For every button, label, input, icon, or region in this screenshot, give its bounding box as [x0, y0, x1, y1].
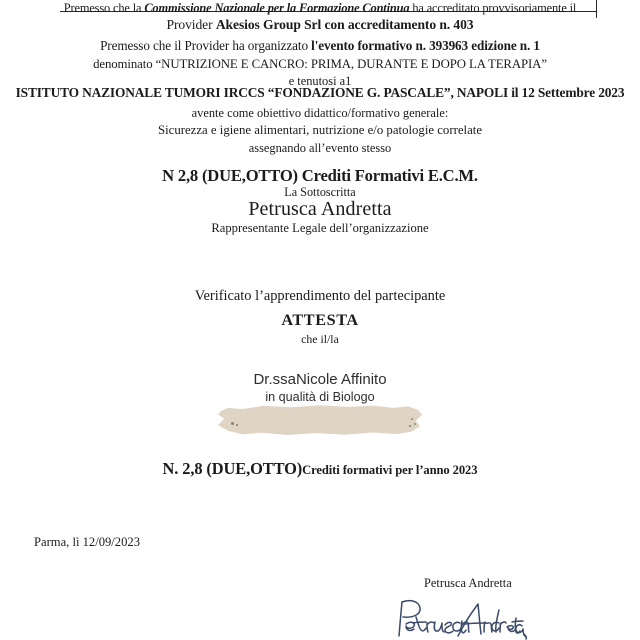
credits-awarded-amount: N. 2,8 (DUE,OTTO) [162, 459, 303, 478]
premise-text-suffix: ha accreditato provvisoriamente il [409, 1, 577, 15]
attestation-keyword: ATTESTA [281, 311, 359, 329]
premise-line-accreditation [0, 2, 640, 15]
event-organized-line [0, 39, 640, 53]
footer-signer-name: Petrusca Andretta [424, 576, 512, 590]
signer-role-prefix: La Sottoscritta [284, 185, 356, 199]
redaction-speck [409, 425, 411, 427]
redaction-speck [414, 423, 416, 425]
provider-line [0, 18, 640, 32]
redaction-brush-stroke [218, 404, 422, 436]
event-title-line: denominato “NUTRIZIONE E CANCRO: PRIMA, DURANTE E DOPO LA TERAPIA” [93, 57, 547, 71]
commissione-nazionale-emphasis: Commissione Nazionale per la Formazione Continua [144, 1, 410, 15]
event-institution-and-date: ISTITUTO NAZIONALE TUMORI IRCCS “FONDAZIONE G. PASCALE”, NAPOLI il 12 Settembre 2023 [15, 85, 625, 100]
event-number-edition: l'evento formativo n. 393963 edizione n. 1 [311, 38, 540, 53]
event-organized-prefix: Premesso che il Provider ha organizzato [100, 38, 312, 53]
credits-awarded-line [0, 460, 640, 477]
redaction-speck [236, 424, 238, 426]
attestation-verified-line: Verificato l’apprendimento del partecipante [194, 288, 446, 304]
provider-name-accreditation: Akesios Group Srl con accreditamento n. 403 [215, 17, 474, 32]
event-held-at-label: e tenutosi a1 [288, 74, 352, 88]
attestation-che-il-la: che il/la [301, 332, 339, 346]
handwritten-signature [396, 596, 528, 640]
premise-text-prefix: Premesso che la [63, 1, 145, 15]
redaction-speck [231, 422, 234, 425]
participant-qualification: in qualità di Biologo [265, 390, 375, 404]
provider-label: Provider [166, 17, 216, 32]
signer-role: Rappresentante Legale dell’organizzazione [211, 221, 429, 235]
event-objective-label: avente come obiettivo didattico/formativo generale: [191, 106, 449, 120]
redaction-speck [411, 418, 413, 420]
credits-headline: N 2,8 (DUE,OTTO) Crediti Formativi E.C.M. [162, 166, 478, 185]
signer-name: Petrusca Andretta [248, 198, 392, 220]
participant-name: Dr.ssaNicole Affinito [253, 371, 387, 388]
footer-place-and-date: Parma, lì 12/09/2023 [34, 535, 140, 549]
event-assigning-label: assegnando all’evento stesso [248, 141, 392, 155]
event-objective-value: Sicurezza e igiene alimentari, nutrizione e/o patologie correlate [157, 123, 483, 137]
credits-awarded-suffix: Crediti formativi per l’anno 2023 [302, 463, 478, 477]
